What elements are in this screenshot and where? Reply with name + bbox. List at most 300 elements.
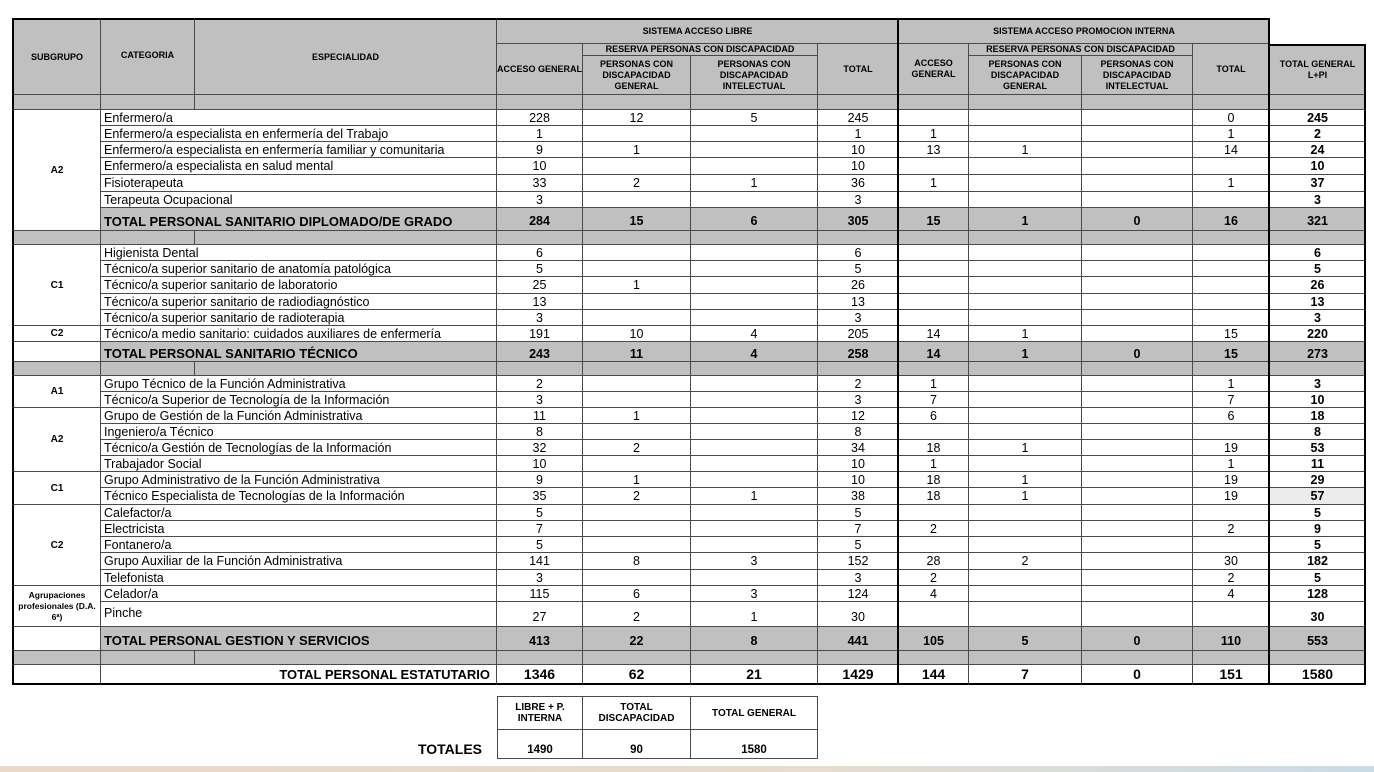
value-cell xyxy=(691,472,818,488)
value-cell xyxy=(583,245,691,261)
value-cell xyxy=(969,245,1082,261)
especialidad-name: Enfermero/a especialista en salud mental xyxy=(101,158,497,175)
value-cell: 8 xyxy=(691,627,818,651)
value-cell: 19 xyxy=(1193,440,1270,456)
value-cell xyxy=(583,424,691,440)
total-label: TOTAL PERSONAL SANITARIO TÉCNICO xyxy=(101,342,497,362)
value-cell xyxy=(899,602,969,627)
especialidad-name: Técnico/a Superior de Tecnología de la Información xyxy=(101,392,497,408)
spacer-row-cell xyxy=(1082,95,1193,110)
value-cell xyxy=(969,261,1082,277)
value-cell xyxy=(691,126,818,142)
header-subgrupo: SUBGRUPO xyxy=(12,18,101,95)
value-cell: 1 xyxy=(899,376,969,392)
thick-divider xyxy=(1364,44,1366,685)
value-cell: 1 xyxy=(583,472,691,488)
value-cell xyxy=(691,158,818,175)
value-cell xyxy=(1082,440,1193,456)
subgrupo-cell: A2 xyxy=(12,408,101,472)
value-cell: 413 xyxy=(497,627,583,651)
value-cell xyxy=(691,392,818,408)
value-cell: 8 xyxy=(497,424,583,440)
total-general-value: 273 xyxy=(1270,342,1366,362)
value-cell: 10 xyxy=(818,472,899,488)
value-cell: 16 xyxy=(1193,208,1270,231)
spacer-row-cell xyxy=(1082,231,1193,245)
value-cell: 284 xyxy=(497,208,583,231)
total-general-value: 18 xyxy=(1270,408,1366,424)
especialidad-name: Técnico/a Gestión de Tecnologías de la Información xyxy=(101,440,497,456)
value-cell xyxy=(899,424,969,440)
value-cell: 13 xyxy=(818,294,899,310)
spacer-row-cell xyxy=(818,651,899,665)
value-cell xyxy=(583,158,691,175)
value-cell: 9 xyxy=(497,472,583,488)
value-cell xyxy=(1082,408,1193,424)
value-cell: 124 xyxy=(818,586,899,602)
subgrupo-cell: A2 xyxy=(12,110,101,231)
value-cell: 13 xyxy=(899,142,969,158)
spacer-row-cell xyxy=(101,231,195,245)
spacer-row-cell xyxy=(583,362,691,376)
value-cell xyxy=(691,245,818,261)
value-cell xyxy=(969,126,1082,142)
value-cell: 1 xyxy=(583,142,691,158)
value-cell xyxy=(969,294,1082,310)
value-cell: 6 xyxy=(497,245,583,261)
value-cell: 34 xyxy=(818,440,899,456)
especialidad-name: Ingeniero/a Técnico xyxy=(101,424,497,440)
value-cell: 3 xyxy=(497,570,583,586)
header-sistema-libre: SISTEMA ACCESO LIBRE xyxy=(497,18,899,44)
value-cell xyxy=(691,376,818,392)
value-cell: 1 xyxy=(969,440,1082,456)
especialidad-name: Fisioterapeuta xyxy=(101,175,497,192)
value-cell: 245 xyxy=(818,110,899,126)
value-cell: 258 xyxy=(818,342,899,362)
value-cell xyxy=(969,456,1082,472)
value-cell xyxy=(969,408,1082,424)
total-general-value: 26 xyxy=(1270,277,1366,294)
value-cell: 1 xyxy=(969,342,1082,362)
total-general-value: 220 xyxy=(1270,326,1366,342)
value-cell: 1 xyxy=(691,488,818,505)
spacer-row-cell xyxy=(1270,651,1366,665)
header-total-general: TOTAL GENERAL L+PI xyxy=(1270,44,1366,95)
value-cell: 10 xyxy=(818,142,899,158)
value-cell xyxy=(691,505,818,521)
value-cell: 243 xyxy=(497,342,583,362)
header-sistema-promocion: SISTEMA ACCESO PROMOCION INTERNA xyxy=(899,18,1270,44)
value-cell: 0 xyxy=(1082,627,1193,651)
value-cell: 205 xyxy=(818,326,899,342)
value-cell xyxy=(1082,158,1193,175)
value-cell: 15 xyxy=(899,208,969,231)
value-cell xyxy=(691,192,818,208)
value-cell xyxy=(691,456,818,472)
value-cell: 115 xyxy=(497,586,583,602)
value-cell: 305 xyxy=(818,208,899,231)
value-cell xyxy=(1082,570,1193,586)
especialidad-name: Enfermero/a especialista en enfermería familiar y comunitaria xyxy=(101,142,497,158)
total-general-value: 30 xyxy=(1270,602,1366,627)
value-cell: 8 xyxy=(818,424,899,440)
value-cell: 1 xyxy=(1193,456,1270,472)
value-cell xyxy=(583,505,691,521)
value-cell: 3 xyxy=(691,553,818,570)
value-cell xyxy=(691,310,818,326)
value-cell: 35 xyxy=(497,488,583,505)
value-cell: 7 xyxy=(969,665,1082,685)
value-cell: 33 xyxy=(497,175,583,192)
value-cell: 4 xyxy=(691,342,818,362)
value-cell: 28 xyxy=(899,553,969,570)
spacer-row-cell xyxy=(969,231,1082,245)
value-cell xyxy=(1193,294,1270,310)
value-cell xyxy=(583,537,691,553)
spacer-row-cell xyxy=(691,362,818,376)
value-cell: 1429 xyxy=(818,665,899,685)
value-cell: 3 xyxy=(497,192,583,208)
spacer-row-cell xyxy=(497,231,583,245)
total-general-value: 6 xyxy=(1270,245,1366,261)
value-cell: 9 xyxy=(497,142,583,158)
value-cell: 1 xyxy=(899,126,969,142)
spacer-row-cell xyxy=(1193,651,1270,665)
value-cell: 2 xyxy=(1193,570,1270,586)
value-cell: 3 xyxy=(497,392,583,408)
value-cell: 1 xyxy=(1193,376,1270,392)
spacer-row-cell xyxy=(691,651,818,665)
subgrupo-cell-empty xyxy=(12,342,101,362)
value-cell xyxy=(691,537,818,553)
value-cell: 1 xyxy=(818,126,899,142)
value-cell xyxy=(1082,261,1193,277)
total-general-value: 3 xyxy=(1270,376,1366,392)
value-cell: 151 xyxy=(1193,665,1270,685)
especialidad-name: Enfermero/a especialista en enfermería del Trabajo xyxy=(101,126,497,142)
value-cell xyxy=(1082,245,1193,261)
especialidad-name: Técnico/a superior sanitario de anatomía patológica xyxy=(101,261,497,277)
header-promo-reserva: RESERVA PERSONAS CON DISCAPACIDAD xyxy=(969,44,1193,56)
value-cell: 15 xyxy=(1193,342,1270,362)
value-cell: 10 xyxy=(818,456,899,472)
value-cell: 0 xyxy=(1193,110,1270,126)
value-cell: 15 xyxy=(1193,326,1270,342)
total-label: TOTAL PERSONAL ESTATUTARIO xyxy=(101,665,497,685)
especialidad-name: Terapeuta Ocupacional xyxy=(101,192,497,208)
total-general-value: 10 xyxy=(1270,392,1366,408)
value-cell: 3 xyxy=(818,392,899,408)
value-cell xyxy=(969,570,1082,586)
value-cell: 1 xyxy=(1193,175,1270,192)
value-cell xyxy=(969,602,1082,627)
spacer-row-cell xyxy=(12,95,101,110)
subgrupo-cell: C2 xyxy=(12,326,101,342)
value-cell xyxy=(1082,175,1193,192)
especialidad-name: Técnico Especialista de Tecnologías de la Información xyxy=(101,488,497,505)
especialidad-name: Celador/a xyxy=(101,586,497,602)
spacer-row-cell xyxy=(12,651,101,665)
value-cell xyxy=(583,294,691,310)
value-cell xyxy=(691,277,818,294)
value-cell: 2 xyxy=(583,602,691,627)
value-cell: 32 xyxy=(497,440,583,456)
total-general-value: 53 xyxy=(1270,440,1366,456)
total-general-value: 13 xyxy=(1270,294,1366,310)
value-cell: 1 xyxy=(899,175,969,192)
subgrupo-cell-empty xyxy=(12,627,101,651)
value-cell: 18 xyxy=(899,440,969,456)
total-general-value: 3 xyxy=(1270,310,1366,326)
value-cell: 1 xyxy=(899,456,969,472)
value-cell xyxy=(969,376,1082,392)
total-general-value: 24 xyxy=(1270,142,1366,158)
value-cell xyxy=(1082,424,1193,440)
value-cell xyxy=(691,440,818,456)
value-cell xyxy=(1082,586,1193,602)
value-cell: 2 xyxy=(583,175,691,192)
value-cell: 19 xyxy=(1193,488,1270,505)
value-cell: 6 xyxy=(899,408,969,424)
value-cell xyxy=(1193,537,1270,553)
value-cell xyxy=(583,261,691,277)
value-cell xyxy=(969,392,1082,408)
total-general-value: 128 xyxy=(1270,586,1366,602)
especialidad-name: Técnico/a superior sanitario de radiodiagnóstico xyxy=(101,294,497,310)
value-cell: 13 xyxy=(497,294,583,310)
spacer-row-cell xyxy=(818,231,899,245)
value-cell: 5 xyxy=(969,627,1082,651)
value-cell: 14 xyxy=(899,342,969,362)
especialidad-name: Pinche xyxy=(101,602,497,627)
total-general-value: 321 xyxy=(1270,208,1366,231)
value-cell: 5 xyxy=(818,261,899,277)
header-libre-acceso-general: ACCESO GENERAL xyxy=(497,44,583,95)
value-cell xyxy=(1082,277,1193,294)
value-cell xyxy=(583,570,691,586)
value-cell: 12 xyxy=(818,408,899,424)
value-cell: 3 xyxy=(691,586,818,602)
subgrupo-cell: C1 xyxy=(12,245,101,326)
value-cell: 8 xyxy=(583,553,691,570)
especialidad-name: Telefonista xyxy=(101,570,497,586)
spacer-row-cell xyxy=(195,651,497,665)
value-cell xyxy=(1082,376,1193,392)
spacer-row-cell xyxy=(583,231,691,245)
value-cell: 18 xyxy=(899,488,969,505)
value-cell xyxy=(583,126,691,142)
value-cell: 18 xyxy=(899,472,969,488)
spacer-row-cell xyxy=(497,95,583,110)
value-cell: 1 xyxy=(969,472,1082,488)
value-cell: 22 xyxy=(583,627,691,651)
spacer-row-cell xyxy=(899,95,969,110)
total-general-value: 5 xyxy=(1270,570,1366,586)
value-cell xyxy=(691,570,818,586)
especialidad-name: Higienista Dental xyxy=(101,245,497,261)
value-cell: 5 xyxy=(497,261,583,277)
value-cell: 2 xyxy=(969,553,1082,570)
summary-value-libre-pi: 1490 xyxy=(497,730,583,759)
value-cell: 11 xyxy=(497,408,583,424)
value-cell: 6 xyxy=(1193,408,1270,424)
total-general-value: 9 xyxy=(1270,521,1366,537)
value-cell: 1 xyxy=(969,326,1082,342)
value-cell xyxy=(899,261,969,277)
value-cell: 3 xyxy=(818,310,899,326)
spacer-row-cell xyxy=(583,95,691,110)
spacer-row-cell xyxy=(101,651,195,665)
value-cell: 14 xyxy=(899,326,969,342)
value-cell: 4 xyxy=(899,586,969,602)
value-cell: 2 xyxy=(899,570,969,586)
spacer-row-cell xyxy=(101,362,195,376)
value-cell xyxy=(1082,456,1193,472)
value-cell: 1 xyxy=(969,208,1082,231)
value-cell xyxy=(899,110,969,126)
value-cell: 6 xyxy=(818,245,899,261)
value-cell: 144 xyxy=(899,665,969,685)
value-cell xyxy=(691,424,818,440)
spacer-row-cell xyxy=(12,362,101,376)
value-cell xyxy=(1082,126,1193,142)
value-cell xyxy=(1082,521,1193,537)
spacer-row-cell xyxy=(101,95,195,110)
value-cell: 7 xyxy=(818,521,899,537)
value-cell: 30 xyxy=(1193,553,1270,570)
value-cell xyxy=(1082,192,1193,208)
spacer-row-cell xyxy=(1270,95,1366,110)
value-cell xyxy=(1193,310,1270,326)
spacer-row-cell xyxy=(1270,231,1366,245)
value-cell: 0 xyxy=(1082,208,1193,231)
value-cell: 3 xyxy=(497,310,583,326)
spacer-row-cell xyxy=(899,362,969,376)
subgrupo-cell: C1 xyxy=(12,472,101,505)
value-cell: 27 xyxy=(497,602,583,627)
value-cell: 38 xyxy=(818,488,899,505)
value-cell: 5 xyxy=(818,537,899,553)
value-cell: 105 xyxy=(899,627,969,651)
spacer-row-cell xyxy=(497,362,583,376)
value-cell xyxy=(1193,277,1270,294)
value-cell: 6 xyxy=(691,208,818,231)
value-cell xyxy=(1082,488,1193,505)
value-cell: 0 xyxy=(1082,665,1193,685)
value-cell xyxy=(583,392,691,408)
spacer-row-cell xyxy=(497,651,583,665)
total-general-value: 57 xyxy=(1270,488,1366,505)
total-general-value: 5 xyxy=(1270,537,1366,553)
total-general-value: 10 xyxy=(1270,158,1366,175)
value-cell xyxy=(899,505,969,521)
total-general-value: 37 xyxy=(1270,175,1366,192)
subgrupo-cell: C2 xyxy=(12,505,101,586)
summary-value-total-discapacidad: 90 xyxy=(583,730,691,759)
header-promo-total: TOTAL xyxy=(1193,44,1270,95)
value-cell xyxy=(899,277,969,294)
especialidad-name: Electricista xyxy=(101,521,497,537)
value-cell: 1 xyxy=(691,602,818,627)
total-general-value: 8 xyxy=(1270,424,1366,440)
spacer-row-cell xyxy=(195,362,497,376)
value-cell xyxy=(1082,310,1193,326)
especialidad-name: Técnico/a medio sanitario: cuidados auxiliares de enfermería xyxy=(101,326,497,342)
total-general-value: 182 xyxy=(1270,553,1366,570)
value-cell xyxy=(1082,537,1193,553)
value-cell xyxy=(969,310,1082,326)
value-cell xyxy=(691,142,818,158)
spacer-row-cell xyxy=(195,231,497,245)
value-cell xyxy=(899,245,969,261)
value-cell xyxy=(969,277,1082,294)
value-cell xyxy=(1193,261,1270,277)
value-cell xyxy=(691,294,818,310)
total-general-value: 5 xyxy=(1270,505,1366,521)
subgrupo-cell: A1 xyxy=(12,376,101,408)
spacer-row-cell xyxy=(969,95,1082,110)
total-general-value: 1580 xyxy=(1270,665,1366,685)
value-cell: 3 xyxy=(818,570,899,586)
value-cell xyxy=(1082,326,1193,342)
value-cell xyxy=(1082,110,1193,126)
especialidad-name: Calefactor/a xyxy=(101,505,497,521)
header-libre-disc-general: PERSONAS CON DISCAPACIDAD GENERAL xyxy=(583,56,691,95)
value-cell xyxy=(899,310,969,326)
value-cell xyxy=(583,376,691,392)
value-cell: 10 xyxy=(497,456,583,472)
spacer-row-cell xyxy=(1082,362,1193,376)
total-general-value: 3 xyxy=(1270,192,1366,208)
value-cell: 7 xyxy=(497,521,583,537)
spacer-row-cell xyxy=(818,362,899,376)
value-cell xyxy=(1082,505,1193,521)
total-label: TOTAL PERSONAL SANITARIO DIPLOMADO/DE GRADO xyxy=(101,208,497,231)
value-cell: 1346 xyxy=(497,665,583,685)
value-cell xyxy=(1082,392,1193,408)
total-general-value: 29 xyxy=(1270,472,1366,488)
value-cell: 110 xyxy=(1193,627,1270,651)
spacer-row-cell xyxy=(12,231,101,245)
value-cell xyxy=(969,110,1082,126)
spacer-row-cell xyxy=(1193,362,1270,376)
spacer-row-cell xyxy=(818,95,899,110)
value-cell xyxy=(1082,553,1193,570)
summary-value-total-general: 1580 xyxy=(691,730,818,759)
value-cell: 1 xyxy=(969,488,1082,505)
subgrupo-cell: Agrupaciones profesionales (D.A. 6ª) xyxy=(12,586,101,627)
value-cell xyxy=(899,158,969,175)
header-promo-disc-general: PERSONAS CON DISCAPACIDAD GENERAL xyxy=(969,56,1082,95)
spacer-row-cell xyxy=(899,651,969,665)
total-general-value: 553 xyxy=(1270,627,1366,651)
header-promo-acceso-general: ACCESO GENERAL xyxy=(899,44,969,95)
value-cell xyxy=(1082,602,1193,627)
value-cell: 4 xyxy=(691,326,818,342)
value-cell: 6 xyxy=(583,586,691,602)
value-cell xyxy=(969,537,1082,553)
value-cell: 62 xyxy=(583,665,691,685)
especialidad-name: Grupo de Gestión de la Función Administrativa xyxy=(101,408,497,424)
spacer-row-cell xyxy=(1193,231,1270,245)
especialidad-name: Grupo Técnico de la Función Administrativa xyxy=(101,376,497,392)
header-categoria: CATEGORIA xyxy=(101,18,195,95)
value-cell: 3 xyxy=(818,192,899,208)
especialidad-name: Trabajador Social xyxy=(101,456,497,472)
summary-header-libre-pi: LIBRE + P. INTERNA xyxy=(497,696,583,730)
value-cell: 36 xyxy=(818,175,899,192)
